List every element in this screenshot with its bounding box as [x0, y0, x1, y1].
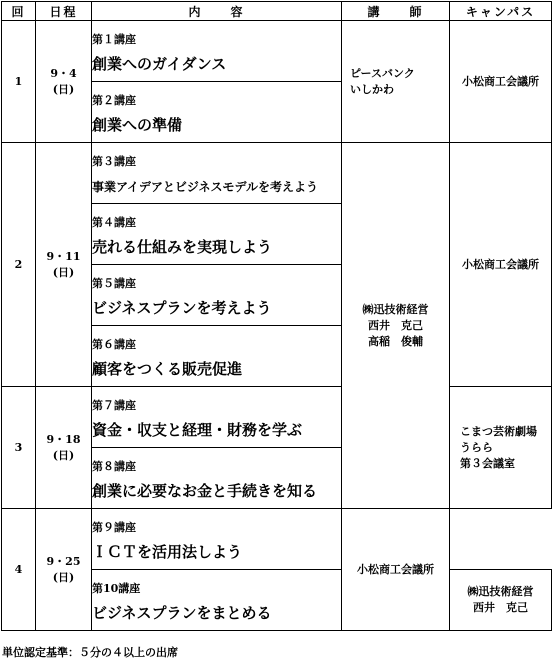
campus-cell: 小松商工会議所 [450, 143, 552, 387]
date-value: 9・25 [46, 554, 81, 568]
lecturer-name: 高稲 俊輔 [368, 334, 423, 348]
header-lecturer: 講 師 [342, 2, 450, 21]
day-of-week: (日) [52, 265, 75, 279]
table-row [2, 143, 552, 204]
lecture-title: 創業への準備 [92, 115, 183, 134]
lecturer-name: 西井 克己 [368, 318, 423, 332]
lecture-number: 第１講座 [92, 32, 136, 46]
lecture-title: ビジネスプランをまとめる [92, 603, 272, 622]
lecture-title: 資金・収支と経理・財務を学ぶ [92, 420, 303, 439]
lecture-cell [92, 326, 342, 387]
lecture-cell [92, 265, 342, 326]
header-date: 日程 [36, 2, 92, 21]
schedule-table [1, 1, 552, 631]
lecture-title: 創業に必要なお金と手続きを知る [92, 481, 318, 500]
lecture-cell [92, 570, 342, 631]
session-number: 2 [2, 143, 36, 387]
lecture-cell [92, 143, 342, 204]
date-value: 9・4 [50, 66, 77, 80]
campus-line: 第３会議室 [460, 456, 515, 470]
date-value: 9・18 [46, 432, 81, 446]
lecturer-cell [342, 21, 450, 143]
lecturer-cell [450, 570, 552, 631]
lecture-title: 事業アイデアとビジネスモデルを考えよう [92, 180, 318, 194]
lecturer-cell [342, 143, 450, 509]
lecture-cell [92, 21, 342, 82]
header-campus: キャンパス [450, 2, 552, 21]
lecturer-line: ピースバンク [350, 66, 415, 80]
session-date [36, 387, 92, 509]
day-of-week: (日) [52, 570, 75, 584]
campus-cell [450, 387, 552, 509]
header-content: 内 容 [92, 2, 342, 21]
day-of-week: (日) [52, 82, 75, 96]
lecture-number: 第10講座 [92, 581, 141, 595]
lecturer-company: ㈱迅技術経営 [467, 585, 534, 598]
lecture-number: 第６講座 [92, 337, 136, 351]
table-row [2, 509, 552, 570]
campus-line: うらら [460, 440, 493, 454]
lecture-title: 売れる仕組みを実現しよう [92, 237, 273, 256]
session-date [36, 143, 92, 387]
credit-criteria-note: 単位認定基準：５分の４以上の出席 [2, 646, 178, 659]
lecture-cell [92, 387, 342, 448]
lecture-title: 顧客をつくる販売促進 [92, 359, 243, 378]
campus-line: こまつ芸術劇場 [460, 424, 537, 438]
lecturer-company: ㈱迅技術経営 [362, 302, 429, 316]
lecturer-line: いしかわ [350, 82, 394, 96]
lecture-title: 創業へのガイダンス [92, 54, 227, 73]
campus-cell: 小松商工会議所 [342, 509, 450, 631]
lecture-number: 第７講座 [92, 398, 136, 412]
date-value: 9・11 [46, 249, 81, 263]
lecture-number: 第９講座 [92, 520, 136, 534]
lecture-cell [92, 448, 342, 509]
lecture-cell [92, 82, 342, 143]
lecture-title: ＩＣＴを活用法しよう [92, 542, 243, 561]
lecture-number: 第８講座 [92, 459, 136, 473]
header-row [2, 2, 552, 21]
session-number: 1 [2, 21, 36, 143]
table-row [2, 387, 552, 448]
session-date [36, 21, 92, 143]
lecture-cell [92, 204, 342, 265]
lecture-number: 第３講座 [92, 155, 136, 168]
session-number: 4 [2, 509, 36, 631]
lecture-cell [92, 509, 342, 570]
lecture-number: 第５講座 [92, 276, 136, 290]
lecture-title: ビジネスプランを考えよう [92, 298, 272, 317]
session-number: 3 [2, 387, 36, 509]
day-of-week: (日) [52, 448, 75, 462]
table-row [2, 21, 552, 82]
lecturer-name: 西井 克己 [473, 601, 528, 614]
campus-cell: 小松商工会議所 [450, 21, 552, 143]
lecture-number: 第２講座 [92, 93, 136, 107]
session-date [36, 509, 92, 631]
header-num: 回 [2, 2, 36, 21]
lecture-number: 第４講座 [92, 215, 136, 229]
